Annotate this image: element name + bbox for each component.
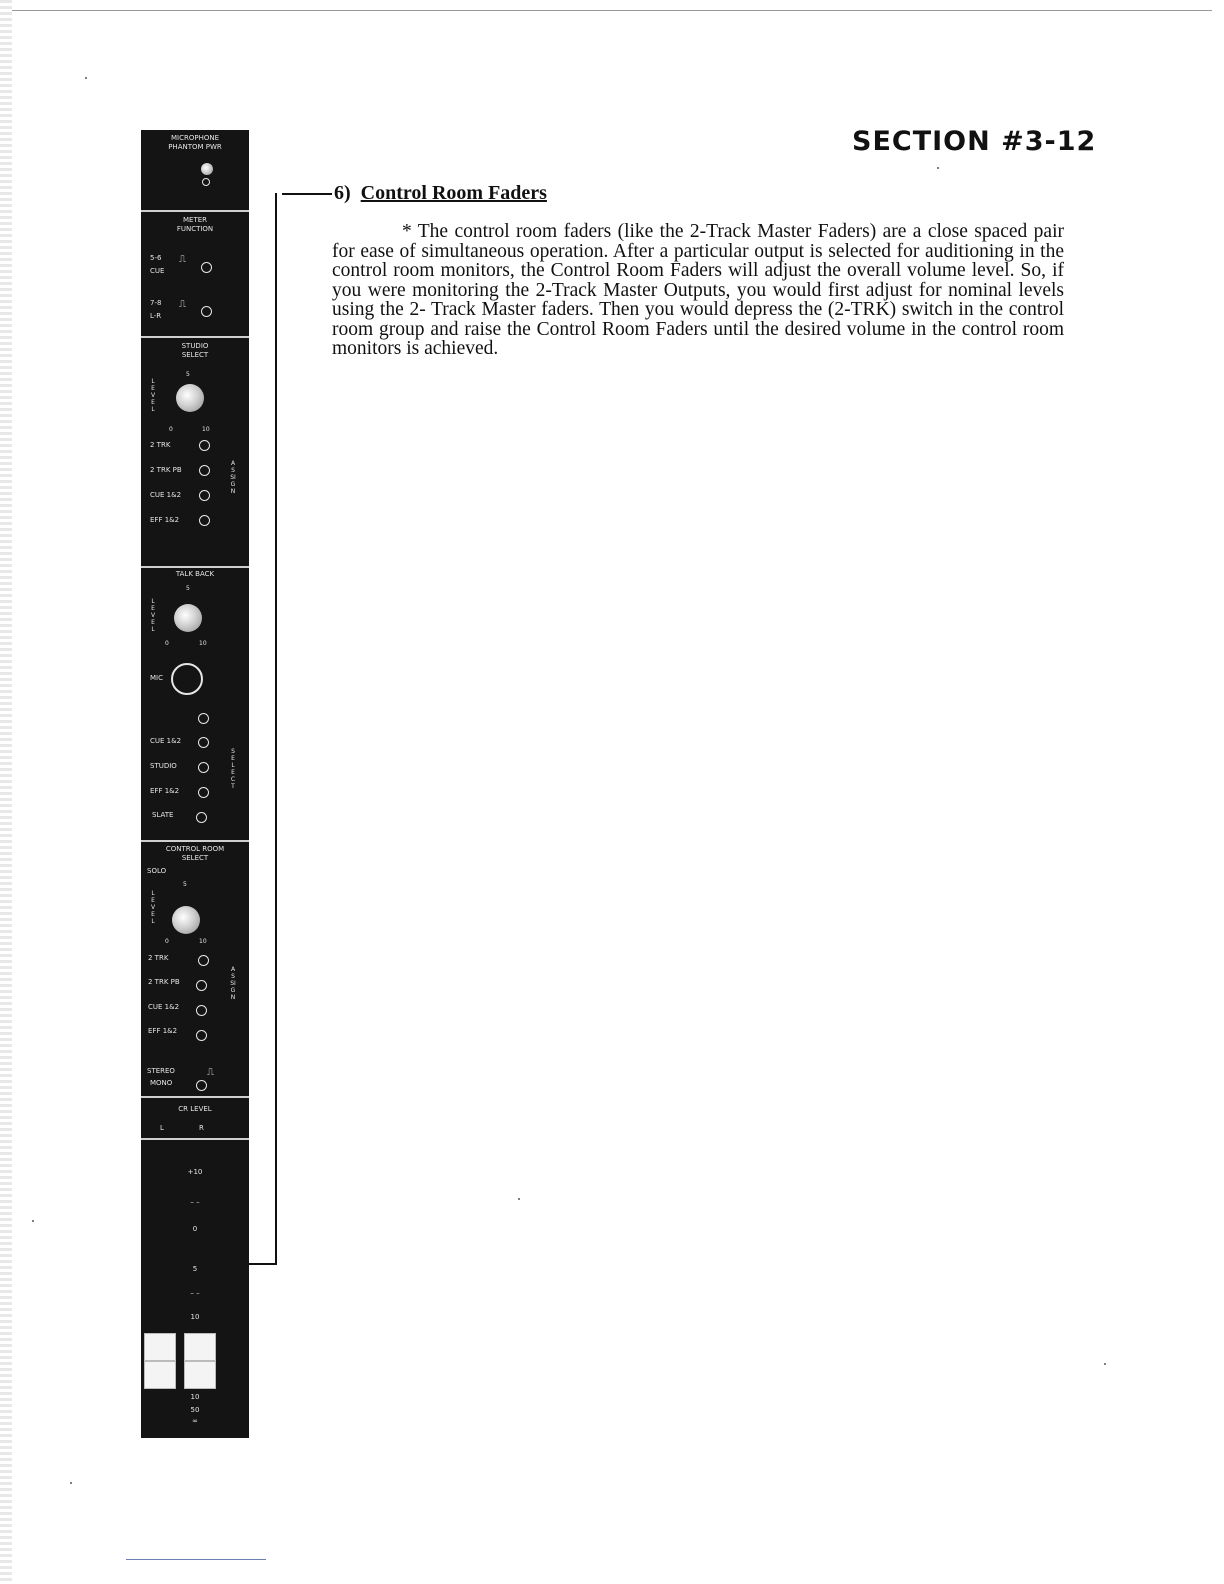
meter-sw1-label-b: CUE bbox=[150, 267, 165, 275]
meter-sw2-button[interactable] bbox=[201, 306, 212, 317]
control-room-scale-max: 10 bbox=[199, 938, 207, 945]
talkback-label: TALK BACK bbox=[175, 570, 215, 578]
leader-line-top bbox=[282, 193, 332, 195]
stereo-label: STEREO bbox=[147, 1067, 175, 1075]
talkback-cue-button[interactable] bbox=[198, 737, 209, 748]
talkback-eff-button[interactable] bbox=[198, 787, 209, 798]
cr-level-right-label: R bbox=[199, 1124, 204, 1132]
studio-scale-min: 0 bbox=[169, 426, 173, 433]
phantom-led bbox=[202, 178, 210, 186]
talkback-slate-button[interactable] bbox=[196, 812, 207, 823]
studio-level-knob[interactable] bbox=[176, 384, 204, 412]
talkback-item: EFF 1&2 bbox=[150, 787, 180, 795]
phantom-label-2: PHANTOM PWR bbox=[168, 143, 222, 151]
scan-speck bbox=[32, 1220, 34, 1222]
fader-scale-mark: +10 bbox=[187, 1168, 203, 1176]
control-room-item: CUE 1&2 bbox=[148, 1003, 180, 1011]
meter-label-1: METER bbox=[182, 216, 208, 224]
talkback-mic-button[interactable] bbox=[171, 663, 203, 695]
scan-speck bbox=[70, 1482, 72, 1484]
separator bbox=[141, 1096, 249, 1098]
separator bbox=[141, 336, 249, 338]
cr-level-label: CR LEVEL bbox=[178, 1105, 212, 1113]
bottom-rule bbox=[126, 1559, 266, 1560]
fader-left-cap-lower[interactable] bbox=[144, 1361, 176, 1389]
control-room-eff-button[interactable] bbox=[196, 1030, 207, 1041]
meter-sw1-button[interactable] bbox=[201, 262, 212, 273]
body-text bbox=[332, 222, 1064, 359]
control-room-level-label: LEVEL bbox=[150, 890, 156, 925]
scan-speck bbox=[1104, 1363, 1106, 1365]
studio-item: 2 TRK bbox=[150, 441, 171, 449]
studio-2trk-button[interactable] bbox=[199, 440, 210, 451]
talkback-item: STUDIO bbox=[150, 762, 177, 770]
studio-label-1: STUDIO bbox=[181, 342, 209, 350]
studio-eff-button[interactable] bbox=[199, 515, 210, 526]
talkback-mic-label: MIC bbox=[150, 674, 163, 682]
separator bbox=[141, 210, 249, 212]
studio-item: CUE 1&2 bbox=[150, 491, 182, 499]
meter-sw2-label-b: L-R bbox=[150, 312, 162, 320]
stereo-mono-button[interactable] bbox=[196, 1080, 207, 1091]
section-heading: SECTION #3-12 bbox=[852, 126, 1097, 157]
switch-up-icon: ⎍ bbox=[179, 299, 186, 310]
cr-level-left-label: L bbox=[160, 1124, 164, 1132]
fader-right-cap[interactable] bbox=[184, 1333, 216, 1361]
scan-speck bbox=[937, 167, 939, 169]
fader-scale-mark: 5 bbox=[192, 1265, 198, 1273]
talkback-scale-max: 10 bbox=[199, 640, 207, 647]
scan-speck bbox=[85, 77, 87, 79]
subsection-number: 6) bbox=[334, 182, 351, 204]
talkback-item: CUE 1&2 bbox=[150, 737, 182, 745]
studio-label-2: SELECT bbox=[181, 351, 209, 359]
leader-line-vertical bbox=[275, 193, 277, 1265]
talkback-level-label: LEVEL bbox=[150, 598, 156, 633]
talkback-studio-button[interactable] bbox=[198, 762, 209, 773]
control-room-2trkpb-button[interactable] bbox=[196, 980, 207, 991]
console-strip bbox=[141, 130, 249, 1438]
scan-edge bbox=[0, 0, 12, 1584]
separator bbox=[141, 840, 249, 842]
studio-item: EFF 1&2 bbox=[150, 516, 180, 524]
switch-up-icon: ⎍ bbox=[207, 1067, 214, 1078]
control-room-item: 2 TRK bbox=[148, 954, 169, 962]
studio-scale-mid: 5 bbox=[186, 371, 190, 378]
control-room-scale-mid: 5 bbox=[183, 881, 187, 888]
fader-scale-tick: – – bbox=[190, 1289, 200, 1297]
meter-sw2-label-a: 7-8 bbox=[150, 299, 162, 307]
fader-scale-mark: 10 bbox=[190, 1393, 200, 1401]
control-room-cue-button[interactable] bbox=[196, 1005, 207, 1016]
fader-right-cap-lower[interactable] bbox=[184, 1361, 216, 1389]
control-room-2trk-button[interactable] bbox=[198, 955, 209, 966]
control-room-item: 2 TRK PB bbox=[148, 978, 180, 986]
control-room-scale-min: 0 bbox=[165, 938, 169, 945]
fader-scale-tick: – – bbox=[190, 1198, 200, 1206]
studio-scale-max: 10 bbox=[202, 426, 210, 433]
fader-scale-mark: 10 bbox=[190, 1313, 200, 1321]
mono-label: MONO bbox=[150, 1079, 173, 1087]
subsection-title: Control Room Faders bbox=[360, 182, 547, 204]
control-room-solo-label: SOLO bbox=[147, 867, 167, 875]
switch-up-icon: ⎍ bbox=[179, 254, 186, 265]
control-room-assign-label: ASSIGN bbox=[230, 966, 236, 1001]
talkback-select-label: SELECT bbox=[230, 748, 236, 790]
studio-cue-button[interactable] bbox=[199, 490, 210, 501]
studio-assign-label: ASSIGN bbox=[230, 460, 236, 495]
control-room-level-knob[interactable] bbox=[172, 906, 200, 934]
talkback-scale-mid: 5 bbox=[186, 585, 190, 592]
meter-sw1-label-a: 5-6 bbox=[150, 254, 162, 262]
studio-level-label: LEVEL bbox=[150, 378, 156, 413]
talkback-item: SLATE bbox=[152, 811, 174, 819]
meter-label-2: FUNCTION bbox=[176, 225, 214, 233]
control-room-item: EFF 1&2 bbox=[148, 1027, 178, 1035]
fader-scale-mark: 0 bbox=[192, 1225, 198, 1233]
talkback-level-knob[interactable] bbox=[174, 604, 202, 632]
scan-speck bbox=[518, 1198, 520, 1200]
studio-2trkpb-button[interactable] bbox=[199, 465, 210, 476]
subsection-heading bbox=[334, 182, 547, 205]
leader-line-bottom bbox=[249, 1263, 277, 1265]
phantom-label-1: MICROPHONE bbox=[170, 134, 220, 142]
control-room-label-1: CONTROL ROOM bbox=[165, 845, 225, 853]
studio-item: 2 TRK PB bbox=[150, 466, 182, 474]
control-room-label-2: SELECT bbox=[181, 854, 209, 862]
separator bbox=[141, 566, 249, 568]
fader-left-cap[interactable] bbox=[144, 1333, 176, 1361]
talkback-led bbox=[198, 713, 209, 724]
phantom-switch[interactable] bbox=[201, 163, 213, 175]
separator bbox=[141, 1138, 249, 1140]
fader-scale-mark: 50 bbox=[190, 1406, 200, 1414]
talkback-scale-min: 0 bbox=[165, 640, 169, 647]
body-paragraph: * The control room faders (like the 2-Track Master Faders) are a close spaced pair for ease of simultaneous operation. After a particular output is selected for auditioning in the control room monitors, the Control Room Faders will adjust the overall volume level. So, if you were monitoring the 2-Track Master Outputs, you would first adjust for nominal levels using the 2- Track Master faders. Then you would depress the (2-TRK) switch in the control room group and raise the Control Room Faders until the desired volume in the control room monitors is achieved. bbox=[332, 221, 1064, 359]
top-rule bbox=[12, 10, 1212, 11]
fader-scale-mark: ∞ bbox=[192, 1417, 198, 1425]
